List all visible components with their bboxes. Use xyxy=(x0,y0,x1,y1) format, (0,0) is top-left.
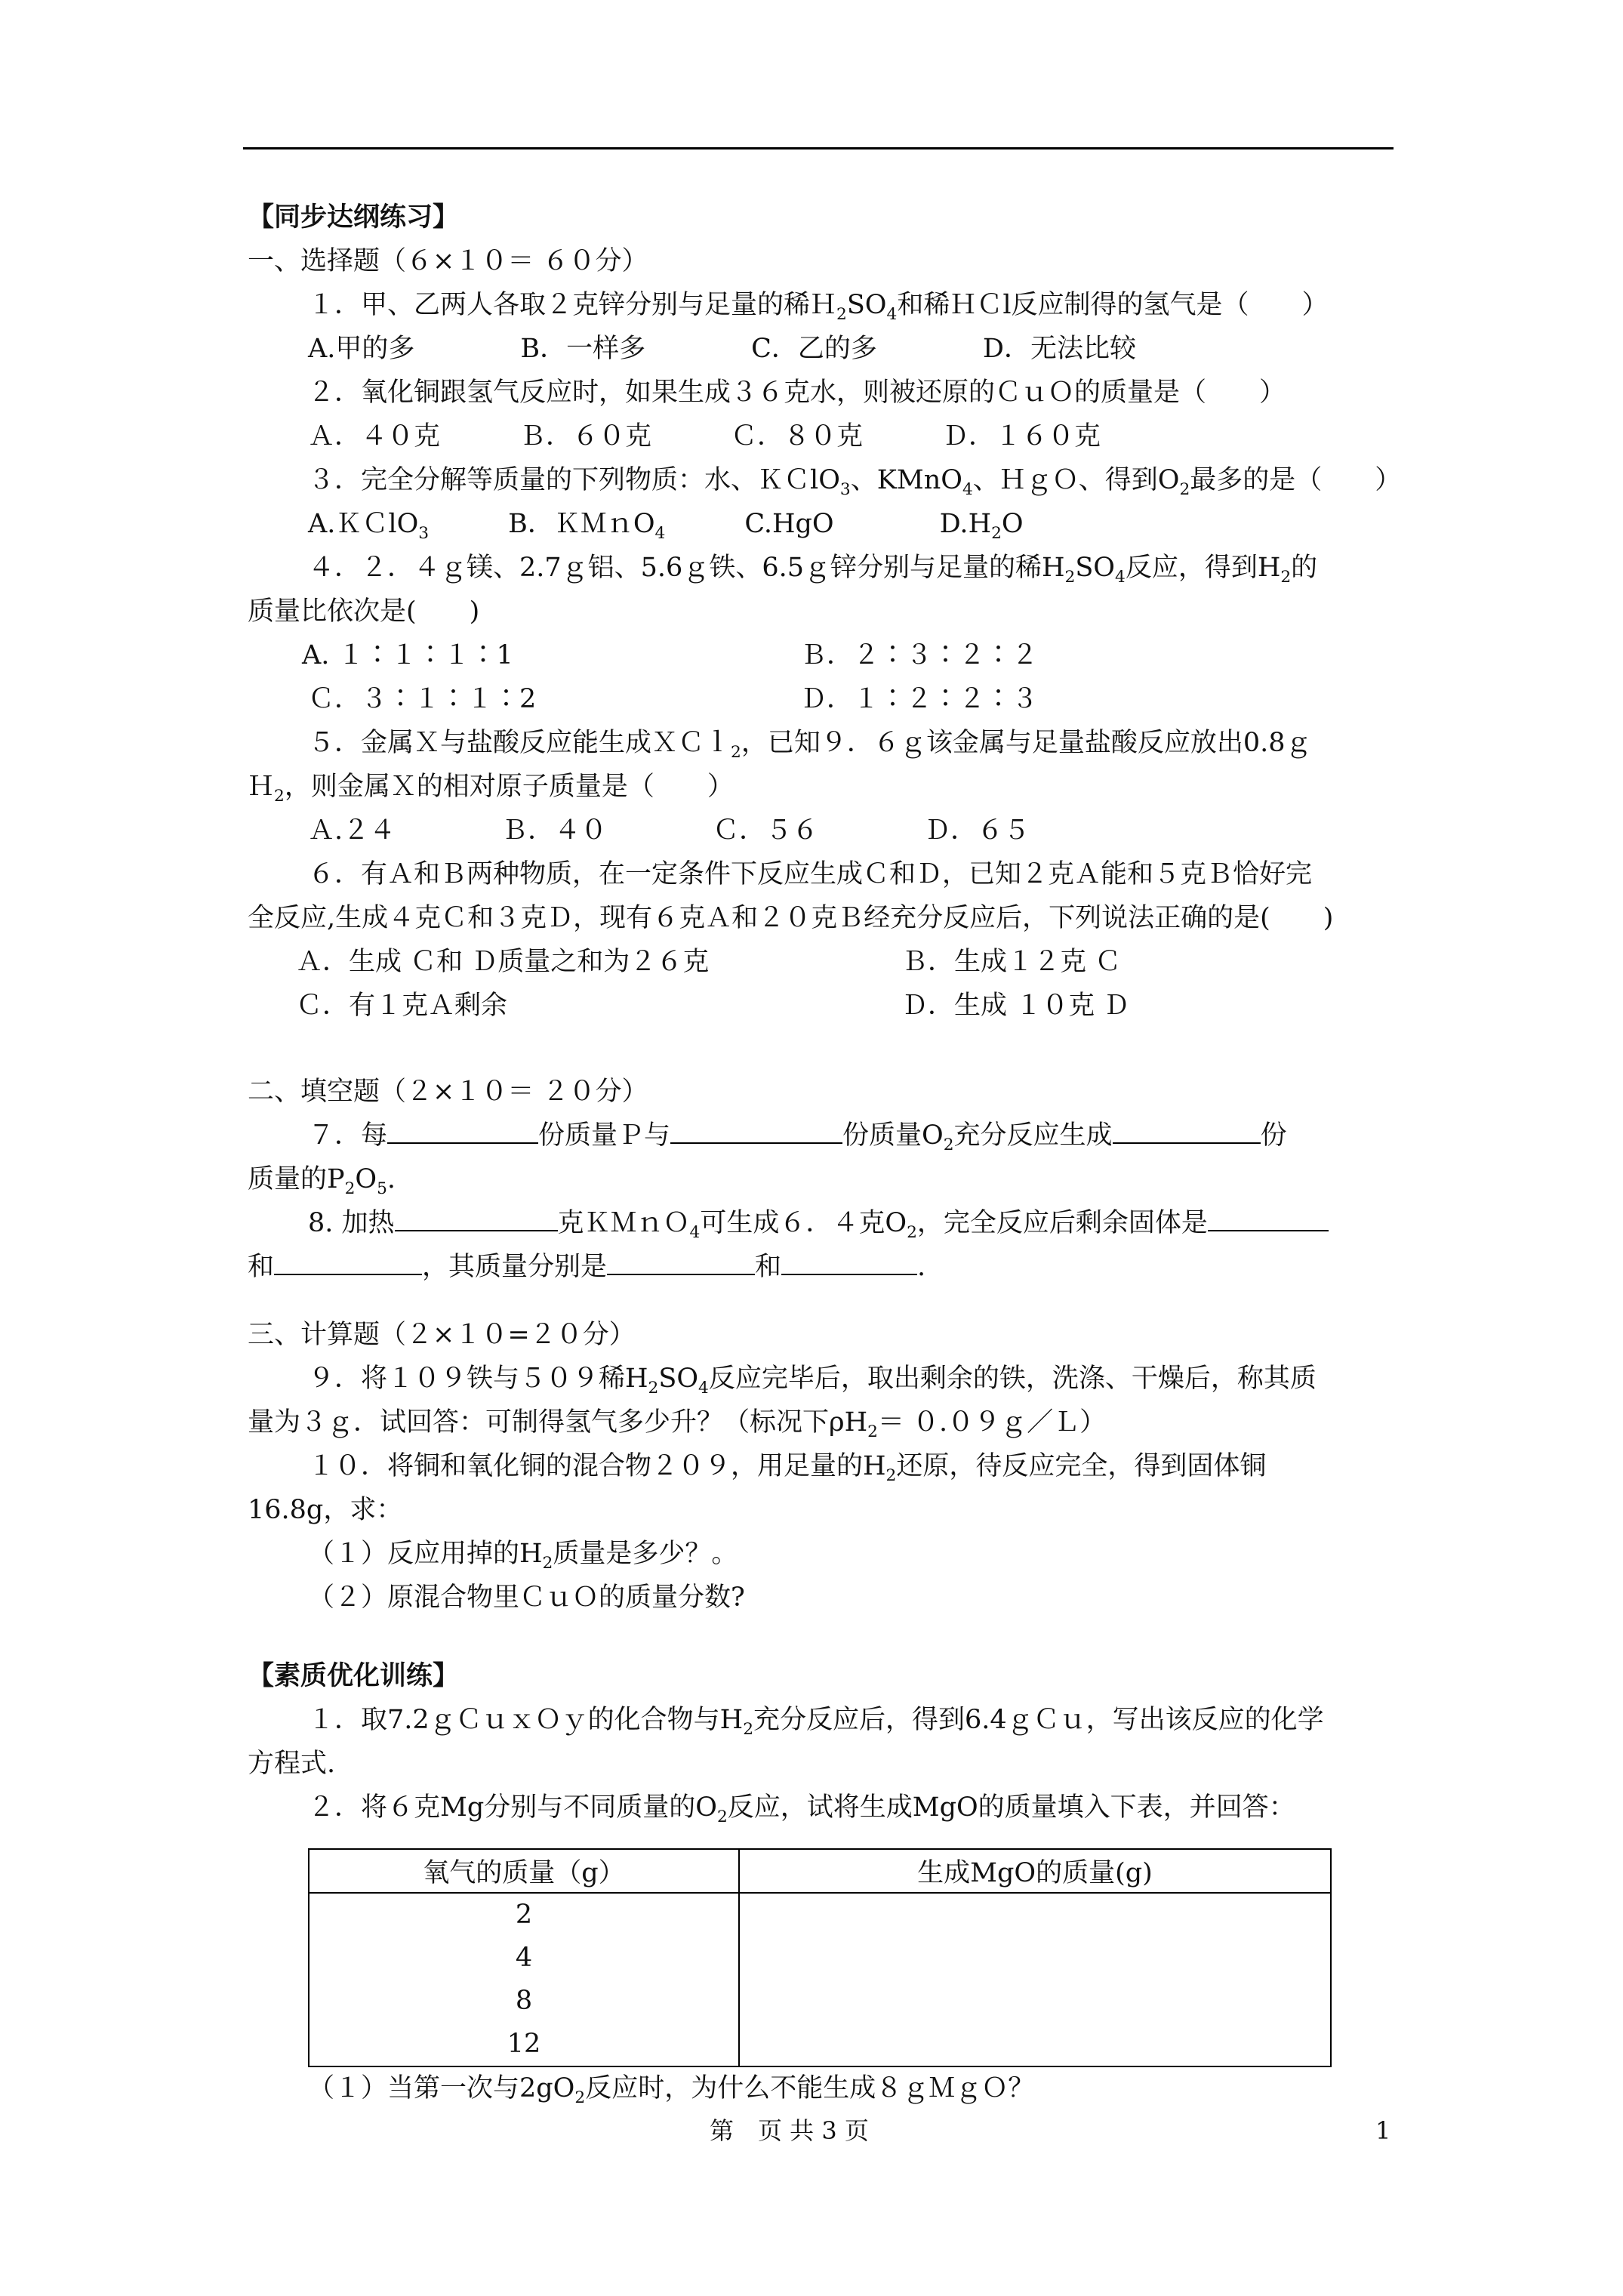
question-6-option-a: Ａ．生成 Ｃ和 Ｄ质量之和为２６克 xyxy=(296,947,710,977)
answer-blank[interactable] xyxy=(395,1207,558,1231)
table-row: 2 xyxy=(515,1900,533,1930)
mgo-table xyxy=(308,1848,1332,2067)
oxygen-values-cell xyxy=(309,1893,739,2066)
question-4-option-c: Ｃ．３∶１∶１∶2 xyxy=(308,684,537,714)
training-question-2-sub1: （１）当第一次与$2gO_2$反应时，为什么不能生成８ｇＭｇＯ？ xyxy=(308,2073,1035,2107)
question-7-line2: 质量的$P_2O_5$. xyxy=(248,1164,396,1198)
answer-blank[interactable] xyxy=(670,1120,842,1144)
page-number: 1 xyxy=(1375,2116,1391,2145)
training-question-1-line2: 方程式. xyxy=(248,1749,336,1779)
table-row: 12 xyxy=(507,2029,541,2059)
question-5-options: Ａ.２４ Ｂ．４０ Ｃ．５６ Ｄ．６５ xyxy=(308,815,1030,846)
question-4-option-b: Ｂ．２∶３∶２∶２ xyxy=(800,640,1039,670)
question-6: ６．有Ａ和Ｂ两种物质，在一定条件下反应生成Ｃ和Ｄ，已知２克Ａ能和５克Ｂ恰好完 xyxy=(308,859,1313,889)
training-question-1: １．取7.2ｇＣｕｘＯｙ的化合物与$H_2$充分反应后，得到6.4ｇＣｕ，写出该反应的化学 xyxy=(308,1705,1324,1739)
table-row: 8 xyxy=(515,1986,533,2016)
question-8: 8. 加热 克ＫＭｎＯ$_4$可生成６．４克$O_2$，完全反应后剩余固体是 xyxy=(308,1207,1329,1250)
question-4-option-d: Ｄ．１∶２∶２∶３ xyxy=(800,684,1039,714)
question-5-line2: Ｈ$_2$，则金属Ｘ的相对原子质量是（ ） xyxy=(248,772,734,806)
question-10: １０．将铜和氧化铜的混合物２０９，用足量的$H_2$还原，待反应完全，得到固体铜 xyxy=(308,1451,1267,1485)
question-4: ４．２．４ｇ镁、2.7ｇ铝、5.6ｇ铁、6.5ｇ锌分别与足量的稀$H_2SO_4$反应，得到$H_2$的 xyxy=(308,553,1318,587)
table-row: 4 xyxy=(515,1943,533,1973)
question-5: ５．金属Ｘ与盐酸反应能生成ＸＣｌ$_2$，已知９．６ｇ该金属与足量盐酸反应放出0.8ｇ xyxy=(308,728,1312,762)
question-9: ９．将１０９铁与５０９稀$H_2SO_4$反应完毕后，取出剩余的铁，洗涤、干燥后，称其质 xyxy=(308,1364,1317,1398)
answer-blank[interactable] xyxy=(1113,1120,1261,1144)
question-3-options: A.ＫＣlO$_3$ B．ＫＭｎO$_4$ C.HgO $D.H_2O$ xyxy=(308,509,1024,543)
question-6-line2: 全反应,生成４克Ｃ和３克Ｄ，现有６克Ａ和２０克Ｂ经充分反应后，下列说法正确的是( ) xyxy=(248,903,1334,933)
mgo-answer-cell[interactable] xyxy=(739,1893,1331,2066)
training-question-2: ２．将６克Mg分别与不同质量的$O_2$反应，试将生成MgO的质量填入下表，并回答： xyxy=(308,1792,1295,1826)
question-6-option-c: Ｃ．有１克Ａ剩余 xyxy=(296,991,508,1021)
table-header-oxygen: 氧气的质量（g） xyxy=(309,1849,739,1893)
question-2-options: Ａ．４０克 Ｂ．６０克 Ｃ．８０克 Ｄ．１６０克 xyxy=(308,421,1101,451)
question-3: ３．完全分解等质量的下列物质：水、ＫＣlO$_3$、KMnO$_4$、ＨｇＯ、得到$O_2$最多的是（ ） xyxy=(308,465,1402,499)
question-6-option-b: Ｂ．生成１２克 Ｃ xyxy=(901,947,1122,977)
answer-blank[interactable] xyxy=(781,1251,917,1275)
question-2: ２．氧化铜跟氢气反应时，如果生成３６克水，则被还原的ＣｕＯ的质量是（ ） xyxy=(308,378,1286,408)
question-1-options: A.甲的多 B．一样多 C．乙的多 D．无法比较 xyxy=(308,334,1136,364)
question-1: １．甲、乙两人各取２克锌分别与足量的稀$H_2SO_4$和稀ＨＣl反应制得的氢气是（ ） xyxy=(308,290,1329,324)
question-4-option-a: A. １∶１∶１∶1 xyxy=(302,640,513,670)
question-10-line2: 16.8g，求： xyxy=(248,1495,403,1525)
question-6-option-d: Ｄ．生成 １０克 Ｄ xyxy=(901,991,1130,1021)
part2-header: 二、填空题（２×１０＝ ２０分） xyxy=(248,1077,648,1107)
section-title-training: 【素质优化训练】 xyxy=(248,1660,460,1691)
question-8-line2: 和 ，其质量分别是 和 . xyxy=(248,1252,926,1282)
header-rule xyxy=(243,147,1394,149)
answer-blank[interactable] xyxy=(1208,1207,1329,1231)
table-header-mgo: 生成MgO的质量(g) xyxy=(739,1849,1331,1893)
question-7: ７．每 份质量Ｐ与 份质量$O_2$充分反应生成 份 xyxy=(308,1120,1287,1154)
section-title-practice: 【同步达纲练习】 xyxy=(248,202,460,233)
question-9-line2: 量为３ｇ．试回答：可制得氢气多少升？（标况下$\rho H_2=$ ０.０９ｇ／Ｌ） xyxy=(248,1407,1107,1441)
answer-blank[interactable] xyxy=(387,1120,538,1144)
page-footer: 第 页 共 3 页 xyxy=(710,2116,869,2145)
answer-blank[interactable] xyxy=(274,1251,422,1275)
question-4-line2: 质量比依次是( ) xyxy=(248,596,480,627)
question-10-sub2: （２）原混合物里ＣｕＯ的质量分数? xyxy=(308,1583,745,1613)
answer-blank[interactable] xyxy=(607,1251,755,1275)
part1-header: 一、选择题（６×１０＝ ６０分） xyxy=(248,246,648,276)
question-10-sub1: （１）反应用掉的$H_2$质量是多少？。 xyxy=(308,1539,738,1573)
part3-header: 三、计算题（２×１０=２０分） xyxy=(248,1320,636,1350)
